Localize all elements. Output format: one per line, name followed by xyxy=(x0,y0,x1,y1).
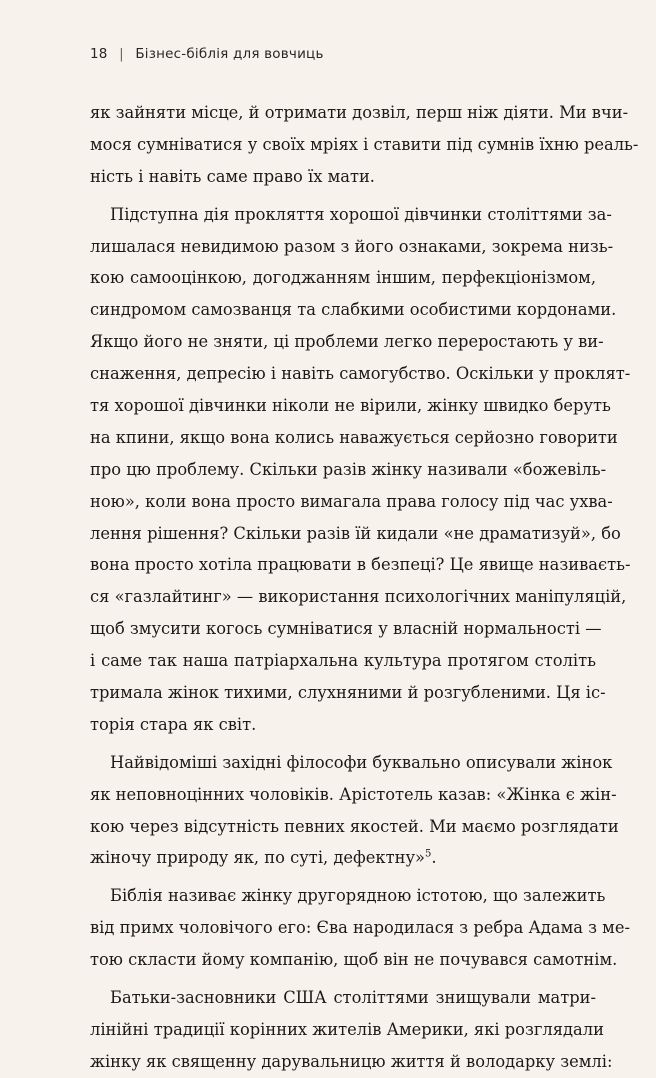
text-line: Підступна дія прокляття хорошої дівчинки століттями за- xyxy=(110,204,612,224)
page-number: 18 xyxy=(90,46,108,62)
text-line: Найвідоміші західні філософи буквально описували жінок xyxy=(110,752,613,772)
text-line: як неповноцінних чоловіків. Арістотель казав: «Жінка є жін- xyxy=(90,784,617,804)
text-line-with-footnote xyxy=(90,842,596,874)
text-line: снаження, депресію і навіть самогубство. Оскільки у проклят- xyxy=(90,364,631,384)
footnote-marker[interactable]: 5 xyxy=(425,849,432,861)
text-line: лінійні традиції корінних жителів Америки, які розглядали xyxy=(90,1019,604,1039)
sentence-end: . xyxy=(431,848,437,868)
text-line: Батьки-засновники США століттями знищували матри- xyxy=(110,988,596,1008)
book-title: Бізнес-біблія для вовчиць xyxy=(135,46,324,62)
text-line: кою самооцінкою, догоджанням іншим, перфекціонізмом, xyxy=(90,268,596,288)
text-line: лення рішення? Скільки разів їй кидали «не драматизуй», бо xyxy=(90,523,621,543)
text-line: мося сумніватися у своїх мріях і ставити під сумнів їхню реаль- xyxy=(90,134,639,154)
text-line: ся «газлайтинг» — використання психологічних маніпуляцій, xyxy=(90,587,627,607)
text-line: тою скласти йому компанію, щоб він не почувався самотнім. xyxy=(90,950,618,970)
text-line: синдромом самозванця та слабкими особистими кордонами. xyxy=(90,300,617,320)
paragraph xyxy=(90,199,631,741)
body-text xyxy=(90,97,639,1078)
text-line: як зайняти місце, й отримати дозвіл, перш ніж діяти. Ми вчи- xyxy=(90,103,629,122)
text-line: на кпини, якщо вона колись наважується серйозно говорити xyxy=(90,427,618,447)
text-line: тримала жінок тихими, слухняними й розгубленими. Ця іс- xyxy=(90,683,606,703)
text-line: торія стара як світ. xyxy=(90,714,257,734)
paragraph xyxy=(90,747,619,875)
text-line: Якщо його не зняти, ці проблеми легко переростають у ви- xyxy=(90,332,604,352)
text-line: вона просто хотіла працювати в безпеці? Це явище називаєть- xyxy=(90,555,631,575)
text-line: і саме так наша патріархальна культура протягом століть xyxy=(90,651,596,671)
paragraph xyxy=(90,982,613,1078)
text-line: лишалася невидимою разом з його ознаками, зокрема низь- xyxy=(90,236,614,256)
header-separator: | xyxy=(119,46,124,62)
text-line: щоб змусити когось сумніватися у власній нормальності — xyxy=(90,619,602,639)
text-line: жінку як священну дарувальницю життя й володарку землі: xyxy=(90,1051,613,1071)
paragraph xyxy=(90,880,630,976)
text-line: кою через відсутність певних якостей. Ми маємо розглядати xyxy=(90,816,619,836)
text-line: тя хорошої дівчинки ніколи не вірили, жінку швидко беруть xyxy=(90,396,611,416)
text-line-content: жіночу природу як, по суті, дефектну» xyxy=(90,848,425,868)
text-line: Біблія називає жінку другорядною істотою, що залежить xyxy=(110,886,606,906)
text-line: про цю проблему. Скільки разів жінку називали «божевіль- xyxy=(90,459,607,479)
text-line: ність і навіть саме право їх мати. xyxy=(90,166,375,186)
paragraph xyxy=(90,97,639,193)
running-head xyxy=(90,46,324,62)
text-line: від примх чоловічого его: Єва народилася з ребра Адама з ме- xyxy=(90,918,630,938)
text-line: ною», коли вона просто вимагала права голосу під час ухва- xyxy=(90,491,613,511)
